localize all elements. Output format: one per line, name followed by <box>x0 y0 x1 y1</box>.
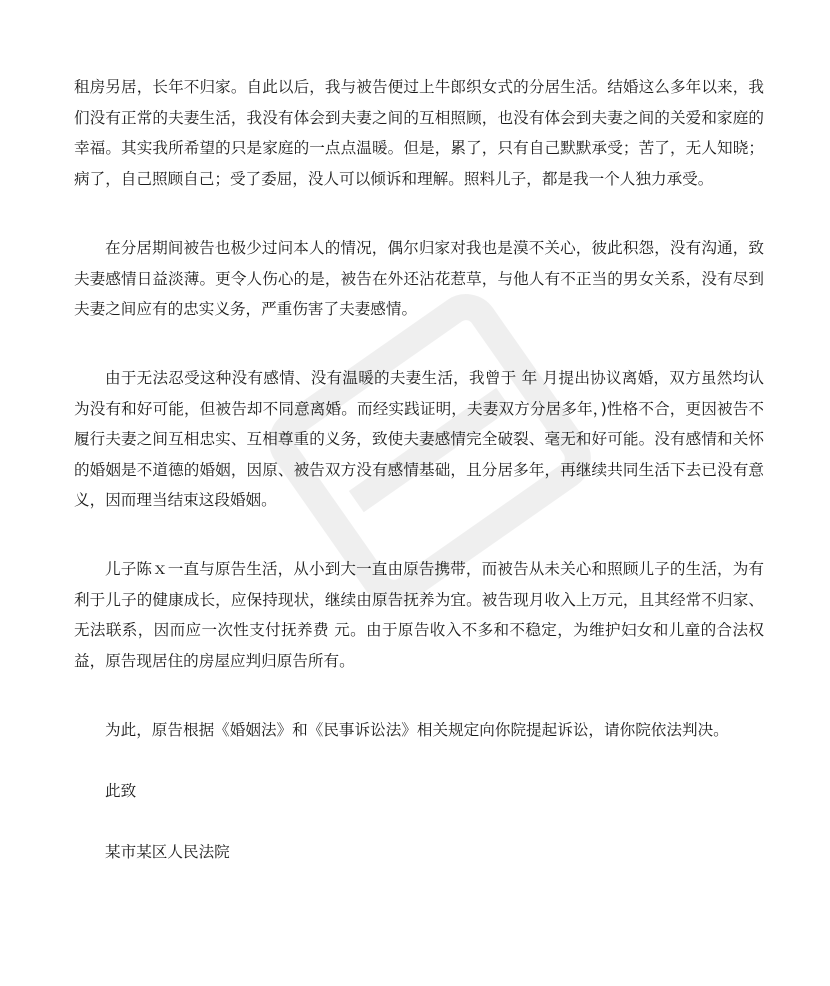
paragraph-4: 儿子陈ｘ一直与原告生活，从小到大一直由原告携带，而被告从未关心和照顾儿子的生活，为有利于儿子的健康成长，应保持现状，继续由原告抚养为宜。被告现月收入上万元，且其经常不归家、无法联系，因而应一次性支付抚养费 元。由于原告收入不多和不稳定，为维护妇女和儿童的合法权益，原告现居住的房屋应判归原告所有。 <box>74 560 764 670</box>
closing-salutation: 此致 <box>105 782 137 800</box>
paragraph-1: 租房另居，长年不归家。自此以后，我与被告便过上牛郎织女式的分居生活。结婚这么多年以来，我们没有正常的夫妻生活，我没有体会到夫妻之间的互相照顾，也没有体会到夫妻之间的关爱和家庭的幸福。其实我所希望的只是家庭的一点点温暖。但是，累了，只有自己默默承受；苦了，无人知晓；病了，自己照顾自己；受了委屈，没人可以倾诉和理解。照料儿子，都是我一个人独力承受。 <box>74 78 764 188</box>
paragraph-5: 为此，原告根据《婚姻法》和《民事诉讼法》相关规定向你院提起诉讼，请你院依法判决。 <box>105 721 729 739</box>
paragraph-3: 由于无法忍受这种没有感情、没有温暖的夫妻生活，我曾于 年 月提出协议离婚，双方虽然均认为没有和好可能，但被告却不同意离婚。而经实践证明，夫妻双方分居多年，)性格不合，更因被告不履行夫妻之间互相忠实、互相尊重的义务，致使夫妻感情完全破裂、毫无和好可能。没有感情和关怀的婚姻是不道德的婚姻，因原、被告双方没有感情基础，且分居多年，再继续共同生活下去已没有意义，因而理当结束这段婚姻。 <box>74 369 764 509</box>
court-name: 某市某区人民法院 <box>105 843 230 861</box>
paragraph-2: 在分居期间被告也极少过问本人的情况，偶尔归家对我也是漠不关心，彼此积怨，没有沟通，致夫妻感情日益淡薄。更令人伤心的是，被告在外还沾花惹草，与他人有不正当的男女关系，没有尽到夫妻之间应有的忠实义务，严重伤害了夫妻感情。 <box>74 239 764 318</box>
